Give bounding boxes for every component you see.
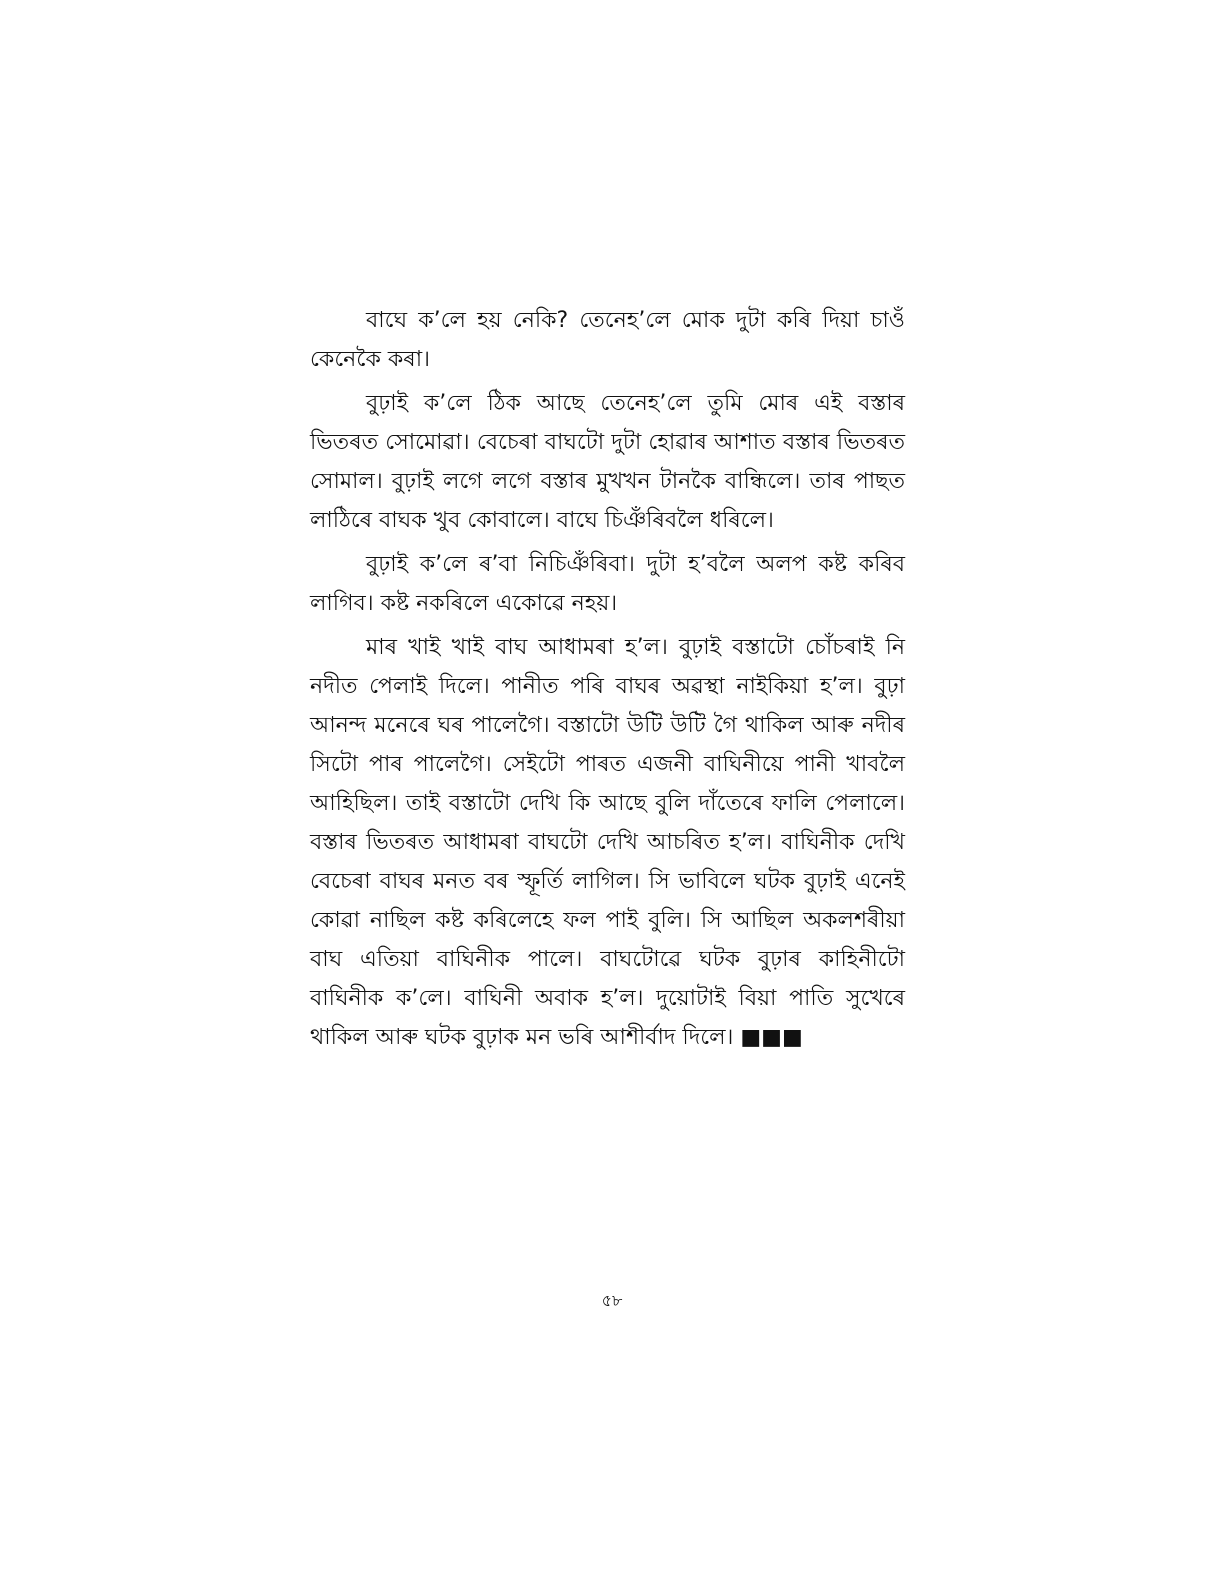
- paragraph-3: বুঢ়াই ক’লে ৰ’বা নিচিঞঁৰিবা। দুটা হ’বলৈ অলপ কষ্ট কৰিব লাগিব। কষ্ট নকৰিলে একোৱে নহয়।: [310, 552, 905, 616]
- end-of-story-marks: ■■■: [740, 1025, 803, 1050]
- paragraph-2: বুঢ়াই ক’লে ঠিক আছে তেনেহ’লে তুমি মোৰ এই বস্তাৰ ভিতৰত সোমোৱা। বেচেৰা বাঘটো দুটা হোৱাৰ আশাত বস্তাৰ ভিতৰত সোমাল। বুঢ়াই লগে লগে বস্তাৰ মুখখন টানকৈ বান্ধিলে। তাৰ পাছত লাঠিৰে বাঘক খুব কোবালে। বাঘে চিঞঁৰিবলৈ ধৰিলে।: [310, 391, 905, 533]
- page-number: ৫৮: [601, 1291, 623, 1310]
- paragraph-1: বাঘে ক’লে হয় নেকি? তেনেহ’লে মোক দুটা কৰি দিয়া চাওঁ কেনেকৈ কৰা।: [310, 308, 905, 372]
- story-text: [310, 301, 905, 1062]
- paragraph-4-text: মাৰ খাই খাই বাঘ আধামৰা হ’ল। বুঢ়াই বস্তাটো চোঁচৰাই নি নদীত পেলাই দিলে। পানীত পৰি বাঘৰ অৱস্থা নাইকিয়া হ’ল। বুঢ়া আনন্দ মনেৰে ঘৰ পালেগৈ। বস্তাটো উটি উটি গৈ থাকিল আৰু নদীৰ সিটো পাৰ পালেগৈ। সেইটো পাৰত এজনী বাঘিনীয়ে পানী খাবলৈ আহিছিল। তাই বস্তাটো দেখি কি আছে বুলি দাঁতেৰে ফালি পেলালে। বস্তাৰ ভিতৰত আধামৰা বাঘটো দেখি আচৰিত হ’ল। বাঘিনীক দেখি বেচেৰা বাঘৰ মনত বৰ স্ফূৰ্তি লাগিল। সি ভাবিলে ঘটক বুঢ়াই এনেই কোৱা নাছিল কষ্ট কৰিলেহে ফল পাই বুলি। সি আছিল অকলশৰীয়া বাঘ এতিয়া বাঘিনীক পালে। বাঘটোৱে ঘটক বুঢ়াৰ কাহিনীটো বাঘিনীক ক’লে। বাঘিনী অবাক হ’ল। দুয়োটাই বিয়া পাতি সুখেৰে থাকিল আৰু ঘটক বুঢ়াক মন ভৰি আশীৰ্বাদ দিলে।: [310, 635, 906, 1050]
- paragraph-4: [310, 628, 905, 1062]
